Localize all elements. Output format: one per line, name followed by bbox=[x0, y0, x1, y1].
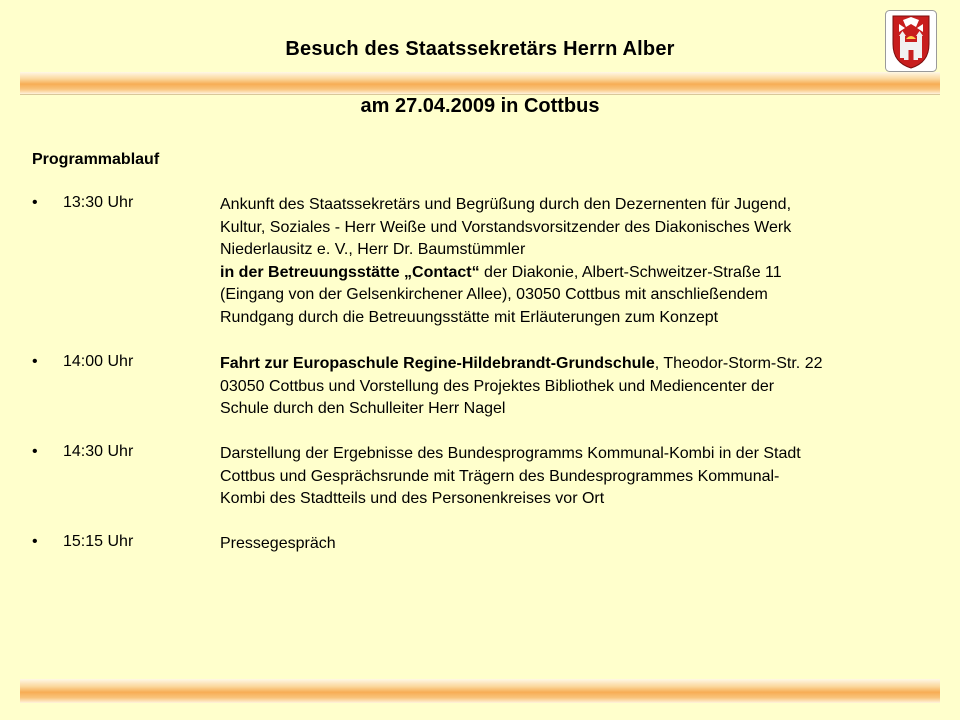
description-line: Kombi des Stadtteils und des Personenkreises vor Ort bbox=[220, 490, 605, 507]
bullet: • bbox=[32, 353, 38, 370]
program-description bbox=[220, 533, 920, 556]
bullet: • bbox=[32, 533, 38, 550]
description-line: Darstellung der Ergebnisse des Bundesprogramms Kommunal-Kombi in der Stadt bbox=[220, 445, 801, 462]
description-line: Kultur, Soziales - Herr Weiße und Vorstandsvorsitzender des Diakonisches Werk bbox=[220, 218, 792, 236]
venue-address: der Diakonie, Albert-Schweitzer-Straße 11 bbox=[479, 263, 782, 281]
header-decoration-bar bbox=[20, 72, 940, 94]
program-time: 14:30 Uhr bbox=[63, 443, 134, 460]
program-description bbox=[220, 353, 920, 421]
description-line-venue bbox=[220, 353, 920, 376]
description-line: Cottbus und Gesprächsrunde mit Trägern des Bundesprogrammes Kommunal- bbox=[220, 467, 780, 485]
footer-decoration-bar bbox=[20, 679, 940, 703]
description-line: Niederlausitz e. V., Herr Dr. Baumstümmler bbox=[220, 241, 526, 258]
page-title: Besuch des Staatssekretärs Herrn Alber bbox=[285, 38, 675, 60]
program-time: 14:00 Uhr bbox=[63, 353, 134, 370]
description-line: 03050 Cottbus und Vorstellung des Projektes Bibliothek und Mediencenter der bbox=[220, 377, 775, 395]
description-line: Schule durch den Schulleiter Herr Nagel bbox=[220, 400, 506, 417]
venue-name: Fahrt zur Europaschule Regine-Hildebrandt-Grundschule bbox=[220, 355, 655, 372]
program-description bbox=[220, 443, 920, 511]
cottbus-coat-of-arms-icon bbox=[885, 10, 937, 72]
description-line: Rundgang durch die Betreuungsstätte mit Erläuterungen zum Konzept bbox=[220, 308, 719, 326]
description-line: Ankunft des Staatssekretärs und Begrüßung durch den Dezernenten für Jugend, bbox=[220, 196, 792, 213]
program-time: 15:15 Uhr bbox=[63, 533, 134, 550]
page-subtitle: am 27.04.2009 in Cottbus bbox=[360, 95, 600, 117]
bullet: • bbox=[32, 443, 38, 460]
description-line-venue bbox=[220, 262, 920, 285]
venue-name: in der Betreuungsstätte „Contact“ bbox=[220, 263, 480, 281]
bullet: • bbox=[32, 194, 38, 211]
description-line: (Eingang von der Gelsenkirchener Allee), 03050 Cottbus mit anschließendem bbox=[220, 286, 768, 303]
description-line: Pressegespräch bbox=[220, 535, 336, 552]
program-heading: Programmablauf bbox=[32, 151, 160, 168]
program-time: 13:30 Uhr bbox=[63, 194, 134, 211]
venue-address: , Theodor-Storm-Str. 22 bbox=[654, 355, 823, 372]
program-description bbox=[220, 194, 920, 329]
